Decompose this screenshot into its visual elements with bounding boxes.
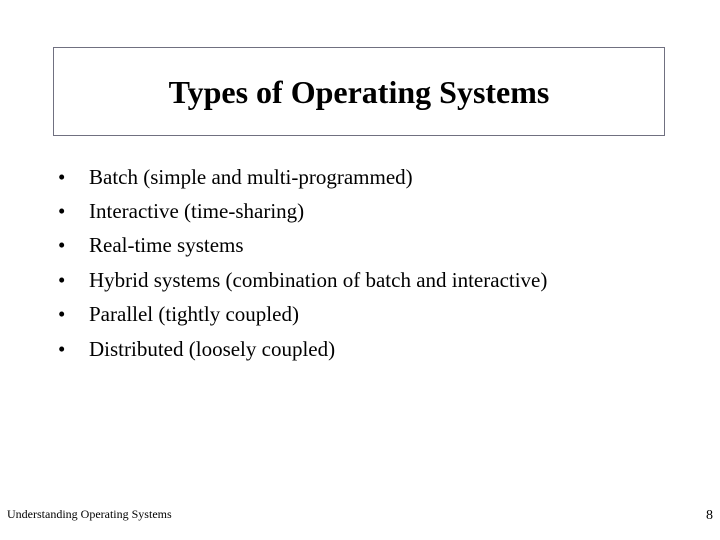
bullet-text: Interactive (time-sharing): [89, 199, 305, 224]
bullet-item-batch: [58, 160, 547, 194]
title-box: [53, 47, 665, 136]
bullet-icon: •: [58, 164, 66, 189]
bullet-text: Parallel (tightly coupled): [89, 302, 299, 327]
bullet-text: Real-time systems: [89, 233, 244, 258]
bullet-text: Distributed (loosely coupled): [89, 336, 336, 361]
footer-book-title: Understanding Operating Systems: [7, 507, 172, 521]
bullet-text: Batch (simple and multi-programmed): [89, 164, 413, 189]
bullet-icon: •: [58, 302, 66, 327]
bullet-item-interactive: [58, 194, 547, 228]
bullet-icon: •: [58, 267, 66, 292]
slide-title: Types of Operating Systems: [168, 73, 550, 110]
bullet-item-distributed: [58, 332, 547, 366]
bullet-item-real-time: [58, 229, 547, 263]
bullet-list: [58, 160, 547, 366]
bullet-icon: •: [58, 199, 66, 224]
bullet-icon: •: [58, 336, 66, 361]
bullet-item-hybrid: [58, 263, 547, 297]
page-number: 8: [706, 508, 713, 523]
bullet-text: Hybrid systems (combination of batch and interactive): [89, 267, 548, 292]
bullet-item-parallel: [58, 298, 547, 332]
bullet-icon: •: [58, 233, 66, 258]
